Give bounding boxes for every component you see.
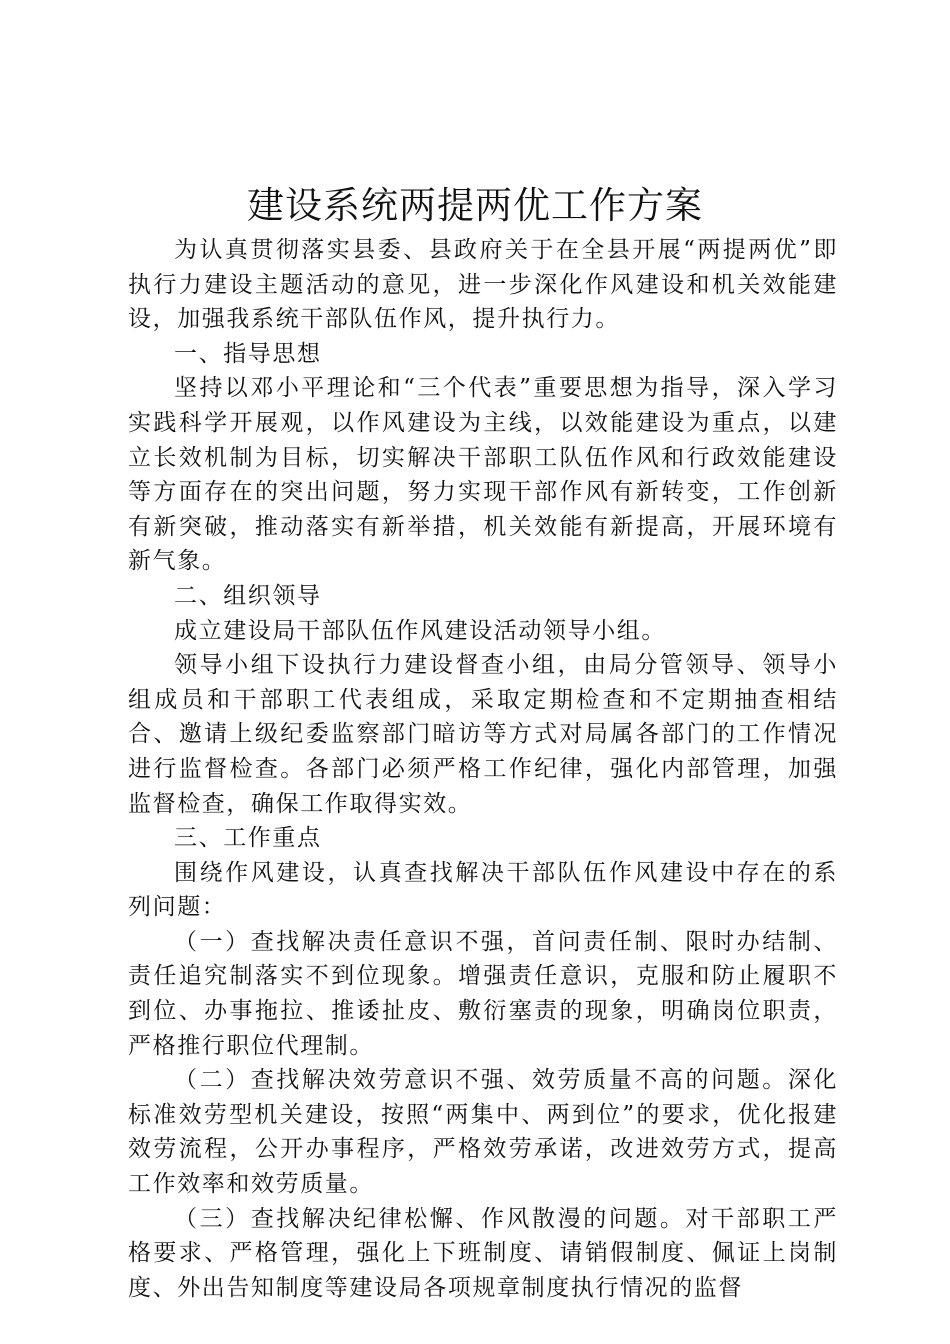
organization-paragraph-1: 成立建设局干部队伍作风建设活动领导小组。 — [174, 617, 666, 644]
intro-paragraph: 为认真贯彻落实县委、县政府关于在全县开展“两提两优”即执行力建设主题活动的意见，进一步深化作风建设和机关效能建设，加强我系统干部队伍作风，提升执行力。 — [128, 237, 838, 333]
document-title: 建设系统两提两优工作方案 — [247, 184, 703, 227]
guiding-ideology-paragraph: 坚持以邓小平理论和“三个代表”重要思想为指导，深入学习实践科学开展观，以作风建设为主线，以效能建设为重点，以建立长效机制为目标，切实解决干部职工队伍作风和行政效能建设等方面存在的突出问题，努力实现干部作风有新转变，工作创新有新突破，推动落实有新举措，机关效能有新提高，开展环境有新气象。 — [128, 375, 838, 575]
section-heading-organization: 二、组织领导 — [174, 582, 322, 609]
section-heading-guiding-ideology: 一、指导思想 — [174, 340, 322, 367]
work-focus-item-2: （二）查找解决效劳意识不强、效劳质量不高的问题。深化标准效劳型机关建设，按照“两集中、两到位”的要求，优化报建效劳流程，公开办事程序，严格效劳承诺，改进效劳方式，提高工作效率和效劳质量。 — [128, 1067, 838, 1198]
work-focus-item-3: （三）查找解决纪律松懈、作风散漫的问题。对干部职工严格要求、严格管理，强化上下班制度、请销假制度、佩证上岗制度、外出告知制度等建设局各项规章制度执行情况的监督 — [128, 1205, 838, 1301]
work-focus-intro-paragraph: 围绕作风建设，认真查找解决干部队伍作风建设中存在的系列问题： — [128, 859, 838, 921]
document-body — [128, 233, 838, 1305]
work-focus-item-1: （一）查找解决责任意识不强，首问责任制、限时办结制、责任追究制落实不到位现象。增强责任意识，克服和防止履职不到位、办事拖拉、推诿扯皮、敷衍塞责的现象，明确岗位职责，严格推行职位代理制。 — [128, 928, 838, 1059]
organization-paragraph-2: 领导小组下设执行力建设督查小组，由局分管领导、领导小组成员和干部职工代表组成，采取定期检查和不定期抽查相结合、邀请上级纪委监察部门暗访等方式对局属各部门的工作情况进行监督检查。各部门必须严格工作纪律，强化内部管理，加强监督检查，确保工作取得实效。 — [128, 652, 838, 817]
section-heading-work-focus: 三、工作重点 — [174, 825, 322, 852]
